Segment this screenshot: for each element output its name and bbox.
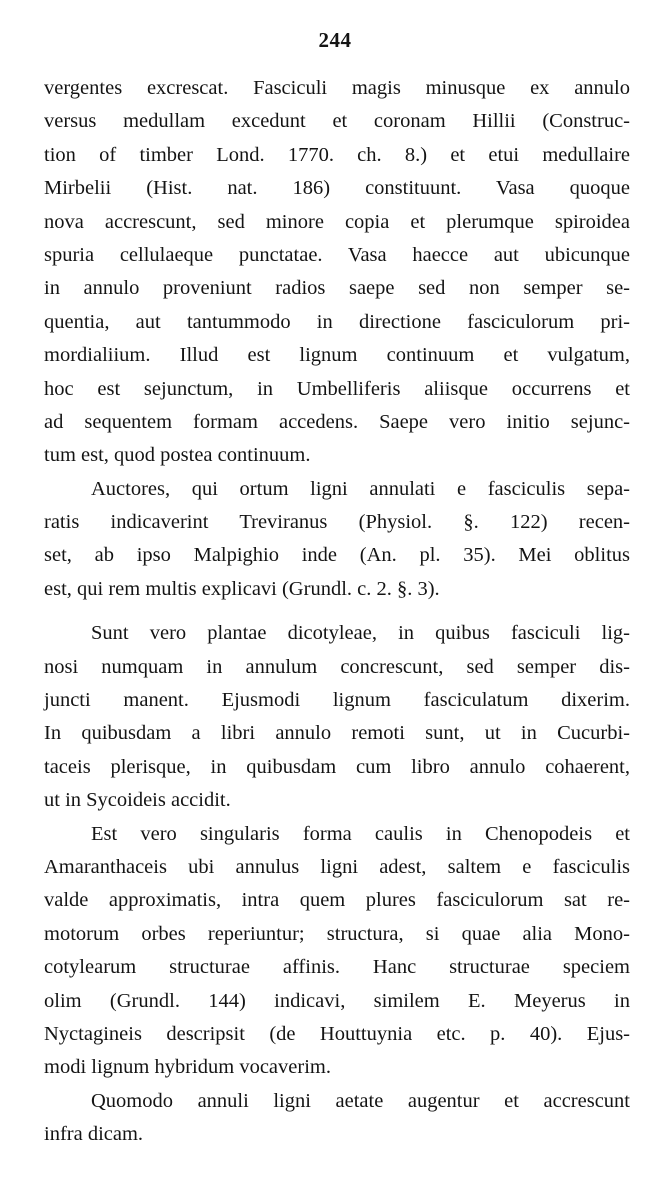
text-line: in annulo proveniunt radios saepe sed non semper se- <box>44 277 630 300</box>
text-line: motorum orbes reperiuntur; structura, si quae alia Mono- <box>44 922 630 945</box>
text-line: spuria cellulaeque punctatae. Vasa haecce aut ubicunque <box>44 243 630 266</box>
text-line: olim (Grundl. 144) indicavi, similem E. Meyerus in <box>44 989 630 1012</box>
text-line: ad sequentem formam accedens. Saepe vero initio sejunc- <box>44 410 630 433</box>
text-line: hoc est sejunctum, in Umbelliferis aliisque occurrens et <box>44 377 630 400</box>
text-line: mordialiium. Illud est lignum continuum et vulgatum, <box>44 344 630 367</box>
text-line: modi lignum hybridum vocaverim. <box>44 1056 331 1079</box>
text-line: taceis plerisque, in quibusdam cum libro annulo cohaerent, <box>44 755 630 778</box>
text-line: set, ab ipso Malpighio inde (An. pl. 35). Mei oblitus <box>44 544 630 567</box>
text-line: Auctores, qui ortum ligni annulati e fasciculis sepa- <box>91 477 630 500</box>
text-line: infra dicam. <box>44 1123 144 1146</box>
text-line: nova accrescunt, sed minore copia et plerumque spiroidea <box>44 210 630 233</box>
text-line: vergentes excrescat. Fasciculi magis minusque ex annulo <box>44 77 630 99</box>
text-line: tum est, quod postea continuum. <box>44 444 311 467</box>
text-line: Quomodo annuli ligni aetate augentur et accrescunt <box>91 1089 630 1112</box>
text-line: Mirbelii (Hist. nat. 186) constituunt. Vasa quoque <box>44 177 630 200</box>
text-line: ut in Sycoideis accidit. <box>44 789 231 812</box>
text-line: Amaranthaceis ubi annulus ligni adest, saltem e fasciculis <box>44 855 630 878</box>
text-line: ratis indicaverint Treviranus (Physiol. §. 122) recen- <box>44 511 630 534</box>
text-line: valde approximatis, intra quem plures fasciculorum sat re- <box>44 889 630 912</box>
text-line: Nyctagineis descripsit (de Houttuynia etc. p. 40). Ejus- <box>44 1022 630 1045</box>
text-line: est, qui rem multis explicavi (Grundl. c. 2. §. 3). <box>44 577 440 600</box>
text-line: Sunt vero plantae dicotyleae, in quibus fasciculi lig- <box>91 622 630 645</box>
text-line: Est vero singularis forma caulis in Chenopodeis et <box>91 822 630 845</box>
page-number: 244 <box>318 28 352 52</box>
text-line: versus medullam excedunt et coronam Hillii (Construc- <box>44 110 630 133</box>
text-line: In quibusdam a libri annulo remoti sunt, ut in Cucurbi- <box>44 722 630 745</box>
text-body <box>44 72 630 1152</box>
text-line: juncti manent. Ejusmodi lignum fasciculatum dixerim. <box>44 689 630 712</box>
text-line: tion of timber Lond. 1770. ch. 8.) et etui medullaire <box>44 143 630 166</box>
text-line: nosi numquam in annulum concrescunt, sed semper dis- <box>44 655 630 678</box>
text-line: quentia, aut tantummodo in directione fasciculorum pri- <box>44 310 630 333</box>
text-line: cotylearum structurae affinis. Hanc structurae speciem <box>44 956 630 979</box>
